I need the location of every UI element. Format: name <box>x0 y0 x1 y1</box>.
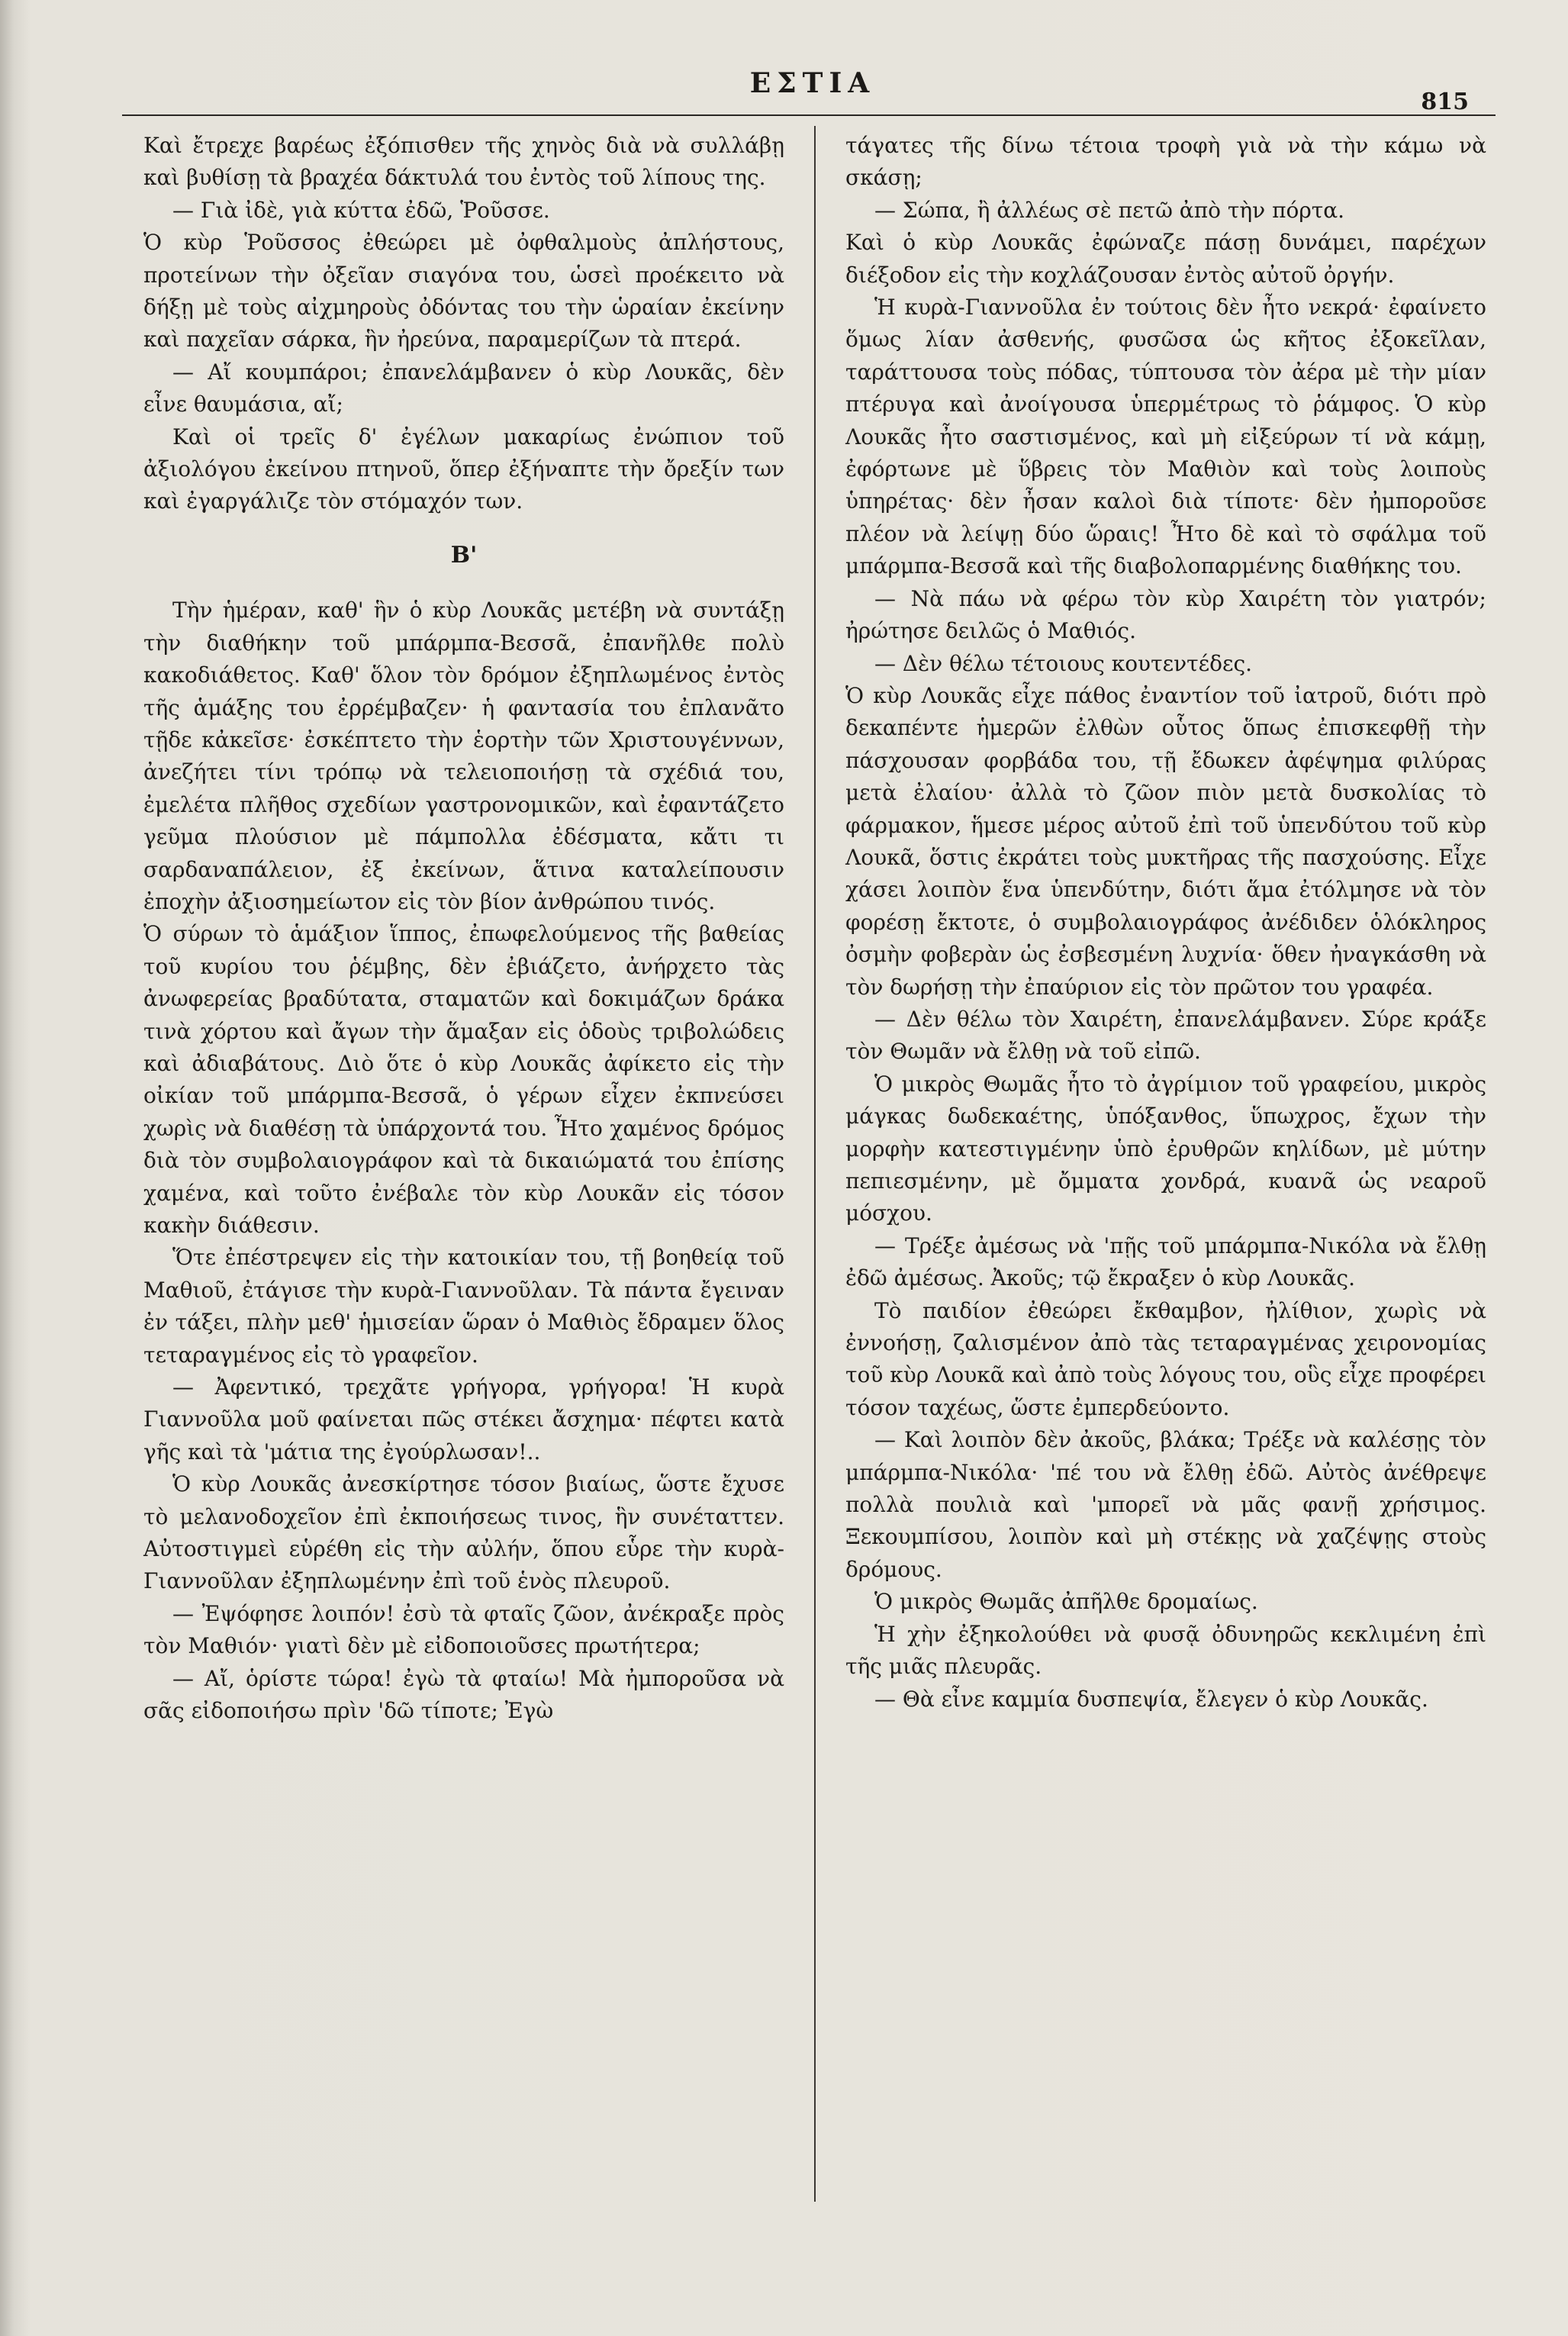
paragraph: — Καὶ λοιπὸν δὲν ἀκοῦς, βλάκα; Τρέξε νὰ καλέσῃς τὸν μπάρμπα-Νικόλα· 'πέ του νὰ ἔλθῃ ἐδῶ. Αὐτὸς ἀνέθρεψε πολλὰ πουλιὰ καὶ 'μπορεῖ νὰ μᾶς φανῇ χρήσιμος. Ξεκουμπίσου, λοιπὸν καὶ μὴ στέκῃς νὰ χαζέψῃς στοὺς δρόμους. <box>845 1427 1486 1582</box>
paragraph: Ἡ κυρὰ-Γιαννοῦλα ἐν τούτοις δὲν ἦτο νεκρά· ἐφαίνετο ὅμως λίαν ἀσθενής, φυσῶσα ὡς κῆτος ἐξοκεῖλαν, ταράττουσα τοὺς πόδας, τύπτουσα τὸν ἀέρα μὲ τὴν μίαν πτέρυγα καὶ ἀνοίγουσα ὑπερμέτρως τὸ ῥάμφος. Ὁ κὺρ Λουκᾶς ἦτο σαστισμένος, καὶ μὴ εἰξεύρων τί νὰ κάμῃ, ἐφόρτωνε μὲ ὕβρεις τὸν Μαθιὸν καὶ τοὺς λοιποὺς ὑπηρέτας· δὲν ἦσαν καλοὶ διὰ τίποτε· δὲν ἠμποροῦσε πλέον νὰ λείψῃ δύο ὥραις! Ἦτο δὲ καὶ τὸ σφάλμα τοῦ μπάρμπα-Βεσσᾶ καὶ τῆς διαβολοπαρμένης διαθήκης του. <box>845 295 1486 579</box>
paragraph: — Ἐψόφησε λοιπόν! ἐσὺ τὰ φταῖς ζῶον, ἀνέκραξε πρὸς τὸν Μαθιόν· γιατὶ δὲν μὲ εἰδοποιοῦσες πρωτήτερα; <box>143 1600 784 1659</box>
left-column <box>143 130 784 1728</box>
page-header <box>122 67 1503 113</box>
right-column <box>845 130 1486 1716</box>
paragraph: — Αἴ, ὁρίστε τώρα! ἐγὼ τὰ φταίω! Μὰ ἠμποροῦσα νὰ σᾶς εἰδοποιήσω πρὶν 'δῶ τίποτε; Ἐγὼ <box>143 1665 784 1724</box>
paragraph: τάγατες τῆς δίνω τέτοια τροφὴ γιὰ νὰ τὴν κάμω νὰ σκάσῃ; <box>845 133 1486 191</box>
paragraph: — Θὰ εἶνε καμμία δυσπεψία, ἔλεγεν ὁ κὺρ Λουκᾶς. <box>874 1686 1428 1712</box>
paragraph: — Τρέξε ἀμέσως νὰ 'πῇς τοῦ μπάρμπα-Νικόλα νὰ ἔλθῃ ἐδῶ ἀμέσως. Ἀκοῦς; τῷ ἔκραξεν ὁ κὺρ Λουκᾶς. <box>845 1232 1486 1291</box>
paragraph: Τὴν ἡμέραν, καθ' ἣν ὁ κὺρ Λουκᾶς μετέβη νὰ συντάξῃ τὴν διαθήκην τοῦ μπάρμπα-Βεσσᾶ, ἐπανῆλθε πολὺ κακοδιάθετος. Καθ' ὅλον τὸν δρόμον ἐξηπλωμένος ἐντὸς τῆς ἁμάξης του ἐρρέμβαζεν· ἡ φαντασία του ἐπλανᾶτο τῇδε κἀκεῖσε· ἐσκέπτετο τὴν ἑορτὴν τῶν Χριστουγέννων, ἀνεζήτει τίνι τρόπῳ νὰ τελειοποιήσῃ τὰ σχέδιά του, ἐμελέτα πλῆθος σχεδίων γαστρονομικῶν, καὶ ἐφαντάζετο γεῦμα πλούσιον μὲ πάμπολλα ἐδέσματα, κἄτι τι σαρδαναπάλειον, ἐξ ἐκείνων, ἅτινα καταλείπουσιν ἐποχὴν ἀξιοσημείωτον εἰς τὸν βίον ἀνθρώπου τινός. <box>143 598 784 914</box>
header-rule <box>122 114 1496 116</box>
section-mark: Β' <box>450 541 478 569</box>
paragraph: Τὸ παιδίον ἐθεώρει ἔκθαμβον, ἠλίθιον, χωρὶς νὰ ἐννοήσῃ, ζαλισμένον ἀπὸ τὰς τεταραγμένας χειρονομίας τοῦ κὺρ Λουκᾶ καὶ ἀπὸ τοὺς λόγους του, οὓς εἶχε προφέρει τόσον ταχέως, ὥστε ἐμπερδεύοντο. <box>845 1297 1486 1420</box>
column-divider <box>814 126 816 2202</box>
paragraph: Καὶ οἱ τρεῖς δ' ἐγέλων μακαρίως ἐνώπιον τοῦ ἀξιολόγου ἐκείνου πτηνοῦ, ὅπερ ἐξήναπτε τὴν ὄρεξίν των καὶ ἐγαργάλιζε τὸν στόμαχόν των. <box>143 424 784 514</box>
paragraph: Ὁ σύρων τὸ ἁμάξιον ἵππος, ἐπωφελούμενος τῆς βαθείας τοῦ κυρίου του ῥέμβης, δὲν ἐβιάζετο, ἀνήρχετο τὰς ἀνωφερείας βραδύτατα, σταματῶν καὶ δοκιμάζων δράκα τινὰ χόρτου καὶ ἄγων τὴν ἅμαξαν εἰς ὁδοὺς τριβολώδεις καὶ ἀδιαβάτους. Διὸ ὅτε ὁ κὺρ Λουκᾶς ἀφίκετο εἰς τὴν οἰκίαν τοῦ μπάρμπα-Βεσσᾶ, ὁ γέρων εἶχεν ἐκπνεύσει χωρὶς νὰ διαθέσῃ τὰ ὑπάρχοντά του. Ἦτο χαμένος δρόμος διὰ τὸν συμβολαιογράφον καὶ τὰ δικαιώματά του ἐπίσης χαμένα, καὶ τοῦτο ἐνέβαλε τὸν κὺρ Λουκᾶν εἰς τόσον κακὴν διάθεσιν. <box>143 921 784 1238</box>
paragraph: Ὁ κὺρ Λουκᾶς εἶχε πάθος ἐναντίον τοῦ ἰατροῦ, διότι πρὸ δεκαπέντε ἡμερῶν ἐλθὼν οὗτος ὅπως ἐπισκεφθῇ τὴν πάσχουσαν φορβάδα του, τῇ ἔδωκεν ἀφέψημα φιλύρας μετὰ ἐλαίου· ἀλλὰ τὸ ζῶον πιὸν μετὰ δυσκολίας τὸ φάρμακον, ἥμεσε μέρος αὐτοῦ ἐπὶ τοῦ ὑπενδύτου τοῦ κὺρ Λουκᾶ, ὅστις ἐκράτει τοὺς μυκτῆρας τῆς πασχούσης. Εἶχε χάσει λοιπὸν ἕνα ὑπενδύτην, διότι ἅμα ἐτόλμησε νὰ τὸν φορέσῃ ἔκτοτε, ὁ συμβολαιογράφος ἀνέδιδεν ὁλόκληρος ὀσμὴν φοβερὰν ὡς ἐσβεσμένη λυχνία· ὅθεν ἠναγκάσθη νὰ τὸν δωρήσῃ τὴν ἐπαύριον εἰς τὸν πρῶτον του γραφέα. <box>845 682 1486 1000</box>
paragraph: Ὁ κὺρ Ῥοῦσσος ἐθεώρει μὲ ὀφθαλμοὺς ἀπλήστους, προτείνων τὴν ὀξεῖαν σιαγόνα του, ὡσεὶ προέκειτο νὰ δήξῃ μὲ τοὺς αἰχμηροὺς ὀδόντας του τὴν ὡραίαν ἐκείνην καὶ παχεῖαν σάρκα, ἣν ἠρεύνα, παραμερίζων τὰ πτερά. <box>143 230 784 353</box>
paragraph: — Νὰ πάω νὰ φέρω τὸν κὺρ Χαιρέτη τὸν γιατρόν; ἠρώτησε δειλῶς ὁ Μαθιός. <box>845 585 1486 644</box>
paragraph: Καὶ ὁ κὺρ Λουκᾶς ἐφώναζε πάσῃ δυνάμει, παρέχων διέξοδον εἰς τὴν κοχλάζουσαν ἐντὸς αὐτοῦ ὀργήν. <box>845 230 1486 288</box>
paragraph: Ὁ μικρὸς Θωμᾶς ἦτο τὸ ἀγρίμιον τοῦ γραφείου, μικρὸς μάγκας δωδεκαέτης, ὑπόξανθος, ὕπωχρος, ἔχων τὴν μορφὴν κατεστιγμένην ὑπὸ ἐρυθρῶν κηλίδων, μὲ μύτην πεπιεσμένην, μὲ ὄμματα χονδρά, κυανᾶ ὡς νεαροῦ μόσχου. <box>845 1071 1486 1226</box>
page-number: 815 <box>1421 89 1469 115</box>
paragraph: — Σώπα, ἢ ἀλλέως σὲ πετῶ ἀπὸ τὴν πόρτα. <box>874 197 1345 223</box>
paragraph: — Δὲν θέλω τέτοιους κουτεντέδες. <box>874 650 1253 676</box>
paragraph: Καὶ ἔτρεχε βαρέως ἐξόπισθεν τῆς χηνὸς διὰ νὰ συλλάβῃ καὶ βυθίσῃ τὰ βραχέα δάκτυλά του ἐντὸς τοῦ λίπους της. <box>143 133 784 191</box>
paragraph: Ὅτε ἐπέστρεψεν εἰς τὴν κατοικίαν του, τῇ βοηθείᾳ τοῦ Μαθιοῦ, ἐτάγισε τὴν κυρὰ-Γιαννοῦλαν. Τὰ πάντα ἔγειναν ἐν τάξει, πλὴν μεθ' ἡμισείαν ὥραν ὁ Μαθιὸς ἔδραμεν ὅλος τεταραγμένος εἰς τὸ γραφεῖον. <box>143 1245 784 1368</box>
paragraph: Ὁ μικρὸς Θωμᾶς ἀπῆλθε δρομαίως. <box>874 1589 1258 1615</box>
paragraph: Ἡ χὴν ἐξηκολούθει νὰ φυσᾷ ὀδυνηρῶς κεκλιμένη ἐπὶ τῆς μιᾶς πλευρᾶς. <box>845 1621 1486 1680</box>
publication-title: ΕΣΤΙΑ <box>749 67 876 99</box>
paragraph: — Ἀφεντικό, τρεχᾶτε γρήγορα, γρήγορα! Ἡ κυρὰ Γιαννοῦλα μοῦ φαίνεται πῶς στέκει ἄσχημα· πέφτει κατὰ γῆς καὶ τὰ 'μάτια της ἐγούρλωσαν!.. <box>143 1374 784 1464</box>
paragraph: — Αἴ κουμπάροι; ἐπανελάμβανεν ὁ κὺρ Λουκᾶς, δὲν εἶνε θαυμάσια, αἴ; <box>143 359 784 417</box>
paragraph: — Δὲν θέλω τὸν Χαιρέτη, ἐπανελάμβανεν. Σύρε κράξε τὸν Θωμᾶν νὰ ἔλθῃ νὰ τοῦ εἰπῶ. <box>845 1006 1486 1065</box>
paragraph: — Γιὰ ἰδὲ, γιὰ κύττα ἐδῶ, Ῥοῦσσε. <box>172 197 550 223</box>
paragraph: Ὁ κὺρ Λουκᾶς ἀνεσκίρτησε τόσον βιαίως, ὥστε ἔχυσε τὸ μελανοδοχεῖον ἐπὶ ἐκποιήσεως τινος, ἣν συνέταττεν. Αὐτοστιγμεὶ εὑρέθη εἰς τὴν αὐλήν, ὅπου εὗρε τὴν κυρὰ-Γιαννοῦλαν ἐξηπλωμένην ἐπὶ τοῦ ἑνὸς πλευροῦ. <box>143 1471 784 1594</box>
